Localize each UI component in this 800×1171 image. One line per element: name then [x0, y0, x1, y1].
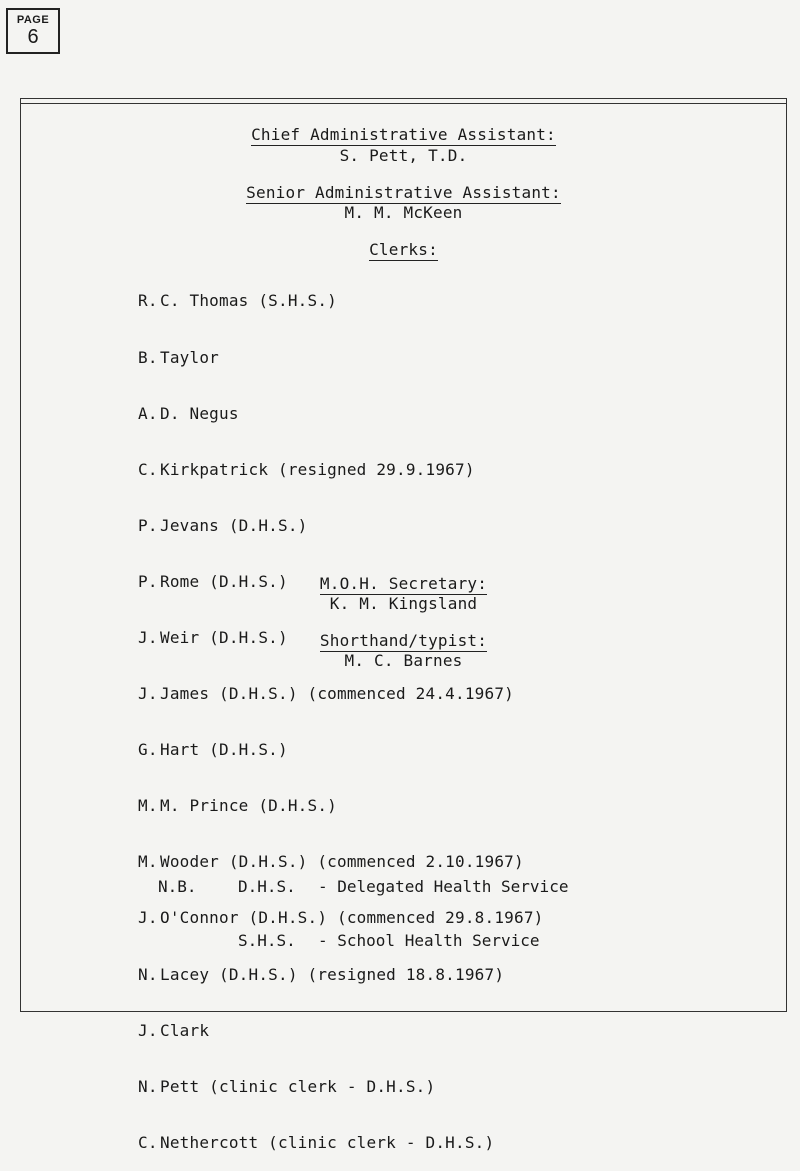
list-item	[138, 685, 543, 704]
clerk-initial: P.	[138, 571, 158, 591]
clerk-entry: Rome (D.H.S.)	[160, 571, 288, 591]
clerk-entry: Weir (D.H.S.)	[160, 627, 288, 647]
abbreviation-notes	[158, 842, 568, 968]
chief-name: S. Pett, T.D.	[339, 146, 468, 165]
clerk-initial: J.	[138, 684, 158, 704]
clerk-initial: M.	[138, 852, 158, 872]
note-prefix: N.B.	[158, 877, 197, 896]
clerk-entry: Pett (clinic clerk - D.H.S.)	[160, 1076, 436, 1096]
clerk-initial: M.	[138, 796, 158, 816]
clerk-initial: R.	[138, 291, 158, 311]
clerk-entry: Jevans (D.H.S.)	[160, 515, 308, 535]
chief-name-row	[20, 146, 787, 165]
list-item	[138, 797, 543, 816]
clerk-initial: J.	[138, 1020, 158, 1040]
clerk-initial: N.	[138, 964, 158, 984]
moh-heading: M.O.H. Secretary:	[319, 574, 488, 593]
shorthand-heading-row	[20, 627, 787, 652]
clerks-list	[138, 255, 543, 1171]
clerk-initial: N.	[138, 1076, 158, 1096]
list-item	[138, 292, 543, 311]
senior-heading-row	[20, 183, 787, 204]
moh-name-row	[20, 594, 787, 613]
list-item	[138, 741, 543, 760]
senior-heading: Senior Administrative Assistant:	[246, 183, 561, 202]
clerk-entry: Clark	[160, 1020, 210, 1040]
shorthand-name-row	[20, 651, 787, 670]
list-item	[138, 349, 543, 368]
note-row	[158, 932, 568, 950]
list-item	[138, 966, 543, 985]
list-item	[138, 1134, 543, 1153]
list-item	[138, 1022, 543, 1041]
clerk-initial: P.	[138, 515, 158, 535]
clerk-initial: A.	[138, 403, 158, 423]
clerk-initial: C.	[138, 1132, 158, 1152]
clerk-entry: James (D.H.S.) (commenced 24.4.1967)	[160, 684, 514, 704]
clerk-entry: D. Negus	[160, 403, 239, 423]
clerk-initial: J.	[138, 908, 158, 928]
note-abbr: S.H.S.	[238, 931, 296, 950]
note-meaning: - School Health Service	[318, 931, 540, 950]
moh-name: K. M. Kingsland	[329, 594, 478, 613]
chief-heading: Chief Administrative Assistant:	[251, 125, 556, 144]
chief-heading-row	[20, 125, 787, 146]
list-item	[138, 461, 543, 480]
shorthand-name: M. C. Barnes	[344, 651, 463, 670]
clerk-entry: Wooder (D.H.S.) (commenced 2.10.1967)	[160, 852, 524, 872]
clerk-entry: O'Connor (D.H.S.) (commenced 29.8.1967)	[160, 908, 544, 928]
clerk-entry: Hart (D.H.S.)	[160, 740, 288, 760]
clerk-entry: Taylor	[160, 347, 219, 367]
clerk-entry: Kirkpatrick (resigned 29.9.1967)	[160, 459, 475, 479]
clerks-heading: Clerks:	[369, 240, 438, 259]
note-row	[158, 878, 568, 896]
clerk-entry: M. Prince (D.H.S.)	[160, 796, 337, 816]
senior-name: M. M. McKeen	[344, 203, 463, 222]
clerk-initial: C.	[138, 459, 158, 479]
clerk-initial: B.	[138, 347, 158, 367]
clerk-initial: G.	[138, 740, 158, 760]
list-item	[138, 1078, 543, 1097]
senior-name-row	[20, 203, 787, 222]
list-item	[138, 517, 543, 536]
note-abbr: D.H.S.	[238, 877, 296, 896]
page-label: PAGE	[16, 14, 50, 26]
page-number: 6	[27, 26, 39, 48]
clerk-initial: J.	[138, 627, 158, 647]
clerk-entry: Nethercott (clinic clerk - D.H.S.)	[160, 1132, 495, 1152]
list-item	[138, 405, 543, 424]
page-number-box	[6, 8, 60, 54]
clerk-entry: Lacey (D.H.S.) (resigned 18.8.1967)	[160, 964, 505, 984]
note-meaning: - Delegated Health Service	[318, 877, 569, 896]
clerk-entry: C. Thomas (S.H.S.)	[160, 291, 337, 311]
shorthand-heading: Shorthand/typist:	[319, 631, 488, 650]
frame-divider	[20, 103, 787, 104]
moh-heading-row	[20, 571, 787, 595]
